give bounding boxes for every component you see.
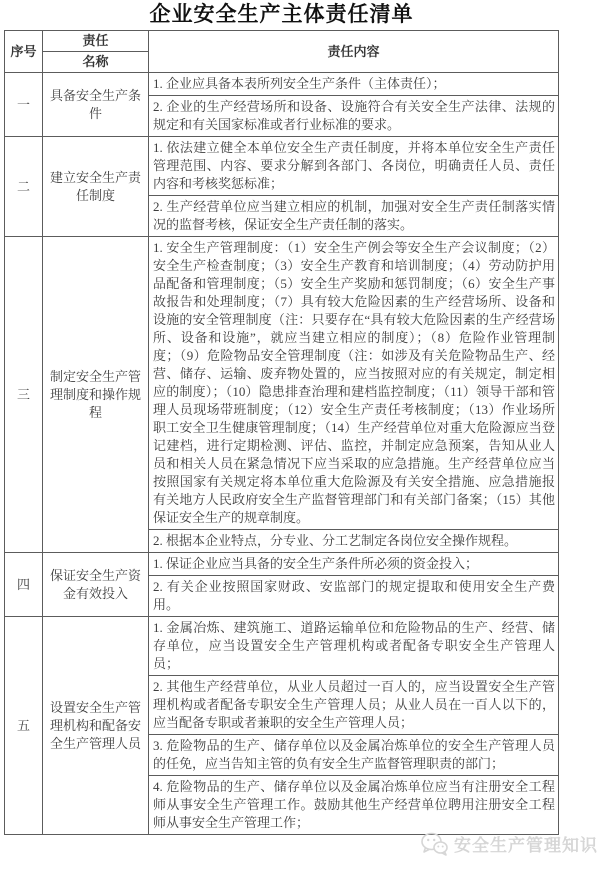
row-name: 设置安全生产管理机构和配备安全生产管理人员 — [43, 617, 149, 835]
watermark-text: 安全生产管理知识 — [454, 836, 598, 855]
row-content-item: 1. 企业应具备本表所列安全生产条件（主体责任）； — [149, 73, 559, 96]
row-content-item: 2. 企业的生产经营场所和设备、设施符合有关安全生产法律、法规的规定和有关国家标准或者行业标准的要求。 — [149, 96, 559, 137]
table-row — [5, 137, 559, 196]
row-number: 三 — [5, 237, 43, 553]
col-header-name-top: 责任 — [43, 31, 149, 52]
row-name: 保证安全生产资金有效投入 — [43, 553, 149, 617]
watermark — [421, 831, 598, 856]
col-header-index: 序号 — [5, 31, 43, 73]
row-content-item: 2. 根据本企业特点，分专业、分工艺制定各岗位安全操作规程。 — [149, 530, 559, 553]
table-row — [5, 237, 559, 530]
table-header-row — [5, 31, 559, 52]
responsibility-table — [4, 30, 559, 835]
row-number: 一 — [5, 73, 43, 137]
table-row — [5, 73, 559, 96]
col-header-name-bottom: 名称 — [43, 52, 149, 73]
row-name: 制定安全生产管理制度和操作规程 — [43, 237, 149, 553]
row-content-item: 2. 生产经营单位应当建立相应的机制，加强对安全生产责任制落实情况的监督考核，保证安全生产责任制的落实。 — [149, 196, 559, 237]
row-name: 具备安全生产条件 — [43, 73, 149, 137]
document-page — [4, 0, 559, 835]
wechat-icon — [421, 832, 448, 856]
col-header-content: 责任内容 — [149, 31, 559, 73]
table-row — [5, 553, 559, 576]
row-content-item: 2. 有关企业按照国家财政、安监部门的规定提取和使用安全生产费用。 — [149, 576, 559, 617]
row-content-item: 3. 危险物品的生产、储存单位以及金属冶炼单位的安全生产管理人员的任免，应当告知主管的负有安全生产监督管理职责的部门； — [149, 735, 559, 776]
row-number: 二 — [5, 137, 43, 237]
row-content-item: 1. 保证企业应当具备的安全生产条件所必须的资金投入； — [149, 553, 559, 576]
row-number: 四 — [5, 553, 43, 617]
row-content-item: 1. 金属冶炼、建筑施工、道路运输单位和危险物品的生产、经营、储存单位，应当设置安全生产管理机构或者配备专职安全生产管理人员； — [149, 617, 559, 676]
row-content-item: 1. 依法建立健全本单位安全生产责任制度，并将本单位安全生产责任管理范围、内容、要求分解到各部门、各岗位，明确责任人员、责任内容和考核奖惩标准； — [149, 137, 559, 196]
page-title: 企业安全生产主体责任清单 — [149, 3, 414, 26]
table-row — [5, 617, 559, 676]
row-content-item: 1. 安全生产管理制度：（1）安全生产例会等安全生产会议制度；（2）安全生产检查制度；（3）安全生产教育和培训制度；（4）劳动防护用品配备和管理制度；（5）安全生产奖励和惩罚制度；（6）安全生产事故报告和处理制度；（7）具有较大危险因素的生产经营场所、设备和设施的安全管理制度（注：只要存在“具有较大危险因素的生产经营场所、设备和设施”，就应当建立相应的制度）；（8）危险作业管理制度；（9）危险物品安全管理制度（注：如涉及有关危险物品生产、经营、储存、运输、废弃物处置的，应当按照对应的有关规定，制定相应的制度）；（10）隐患排查治理和建档监控制度；（11）领导干部和管理人员现场带班制度；（12）安全生产责任考核制度；（13）作业场所职工安全卫生健康管理制度；（14）生产经营单位对重大危险源应当登记建档，进行定期检测、评估、监控，并制定应急预案，告知从业人员和相关人员在紧急情况下应当采取的应急措施。生产经营单位应当按照国家有关规定将本单位重大危险源及有关安全措施、应急措施报有关地方人民政府安全生产监督管理部门和有关部门备案；（15）其他保证安全生产的规章制度。 — [149, 237, 559, 530]
row-number: 五 — [5, 617, 43, 835]
row-content-item: 2. 其他生产经营单位，从业人员超过一百人的，应当设置安全生产管理机构或者配备专职安全生产管理人员；从业人员在一百人以下的，应当配备专职或者兼职的安全生产管理人员； — [149, 676, 559, 735]
row-content-item: 4. 危险物品的生产、储存单位以及金属冶炼单位应当有注册安全工程师从事安全生产管理工作。鼓励其他生产经营单位聘用注册安全工程师从事安全生产管理工作； — [149, 776, 559, 835]
row-name: 建立安全生产责任制度 — [43, 137, 149, 237]
